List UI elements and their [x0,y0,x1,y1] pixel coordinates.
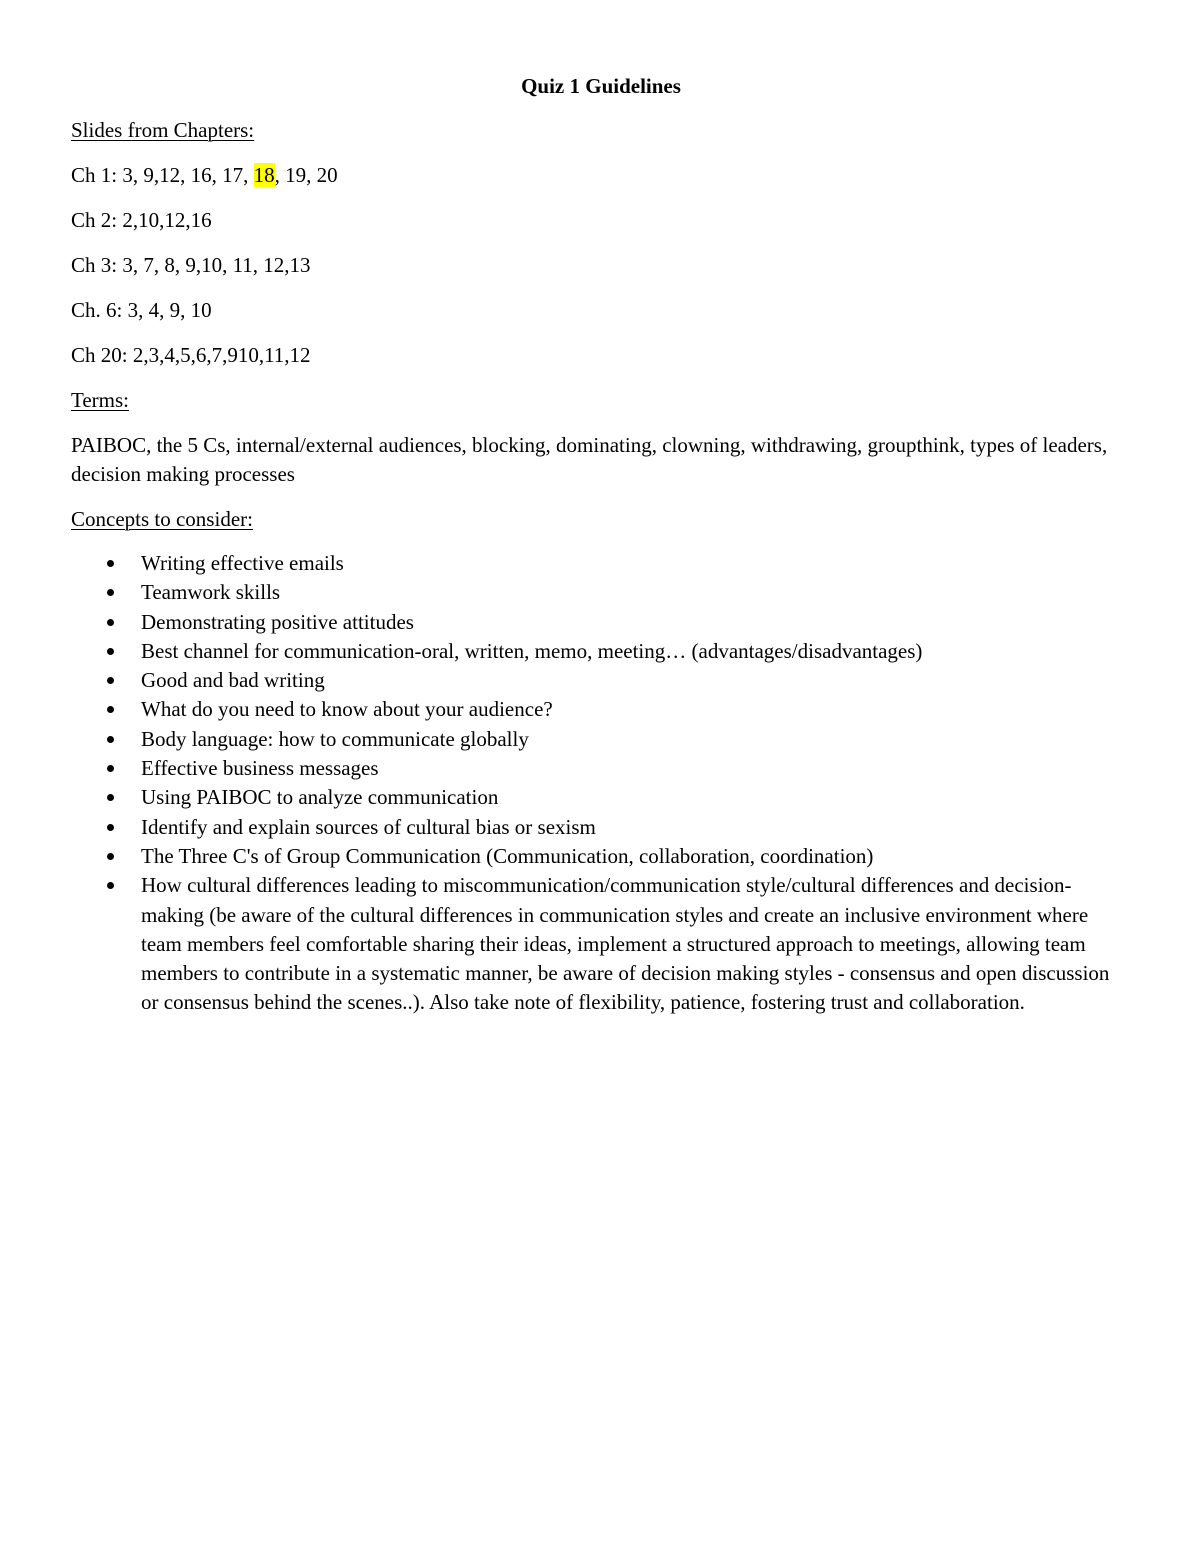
concept-list-item [71,754,1131,783]
chapter-list [71,161,1131,370]
concept-text: Body language: how to communicate globally [141,726,529,751]
concept-text: Writing effective emails [141,551,344,575]
concept-list-item [71,695,1131,724]
document-title: Quiz 1 Guidelines [521,74,681,98]
concept-list-item [71,725,1131,754]
bullet-icon [107,765,114,772]
concepts-heading [71,505,1131,534]
bullet-icon [107,619,114,626]
terms-text: PAIBOC, the 5 Cs, internal/external audiences, blocking, dominating, clowning, withdrawing, groupthink, types of leaders, decision making processes [71,433,1108,486]
concept-text: How cultural differences leading to miscommunication/communication style/cultural differences and decision-making (be aware of the cultural differences in communication styles and create an inclusive environment where team members feel comfortable sharing their ideas, implement a structured approach to meetings, allowing team members to contribute in a systematic manner, be aware of decision making styles - consensus and open discussion or consensus behind the scenes..). Also take note of flexibility, patience, fostering trust and collaboration. [141,873,1110,1015]
chapter-line-text: Ch 1: 3, 9,12, 16, 17, [71,163,254,187]
concept-text: The Three C's of Group Communication (Communication, collaboration, coordination) [141,843,874,868]
concept-list-item [71,549,1131,578]
terms-heading-text: Terms: [71,388,130,412]
concept-text: Using PAIBOC to analyze communication [141,785,499,810]
slides-heading [71,116,1131,145]
concept-text: Good and bad writing [141,668,325,693]
bullet-icon [107,648,114,655]
concept-text: Identify and explain sources of cultural bias or sexism [141,814,596,839]
bullet-icon [107,736,114,743]
chapter-line [71,161,1131,190]
concept-list-item [71,578,1131,607]
concept-list-item [71,842,1131,871]
concept-list-item [71,783,1131,812]
bullet-icon [107,560,114,567]
bullet-icon [107,853,114,860]
concept-list-item [71,813,1131,842]
chapter-line-text: Ch 3: 3, 7, 8, 9,10, 11, 12,13 [71,253,311,277]
bullet-icon [107,706,114,713]
highlighted-slide-number: 18 [253,163,275,187]
document-body [71,72,1131,1018]
concept-text: Teamwork skills [141,580,281,605]
bullet-icon [107,589,114,596]
bullet-icon [107,677,114,684]
chapter-line-text: Ch 20: 2,3,4,5,6,7,910,11,12 [71,343,311,367]
terms-heading [71,386,1131,415]
bullet-icon [107,824,114,831]
bullet-icon [107,882,114,889]
chapter-line-text: Ch 2: 2,10,12,16 [71,208,212,232]
chapter-line-text: Ch. 6: 3, 4, 9, 10 [71,298,212,322]
chapter-line [71,206,1131,235]
concept-text: What do you need to know about your audience? [141,697,553,722]
concepts-list [71,549,1131,1018]
concept-list-item [71,871,1131,1017]
chapter-line [71,341,1131,370]
concept-text: Effective business messages [141,756,379,781]
slides-heading-text: Slides from Chapters: [71,118,255,142]
concept-list-item [71,637,1131,666]
concept-text: Demonstrating positive attitudes [141,609,414,634]
chapter-line [71,251,1131,280]
concepts-heading-text: Concepts to consider: [71,507,253,531]
chapter-line [71,296,1131,325]
chapter-line-text-rest: , 19, 20 [274,163,338,187]
concept-text: Best channel for communication-oral, written, memo, meeting… (advantages/disadvantages) [141,638,923,663]
concept-list-item [71,608,1131,637]
bullet-icon [107,794,114,801]
concept-list-item [71,666,1131,695]
